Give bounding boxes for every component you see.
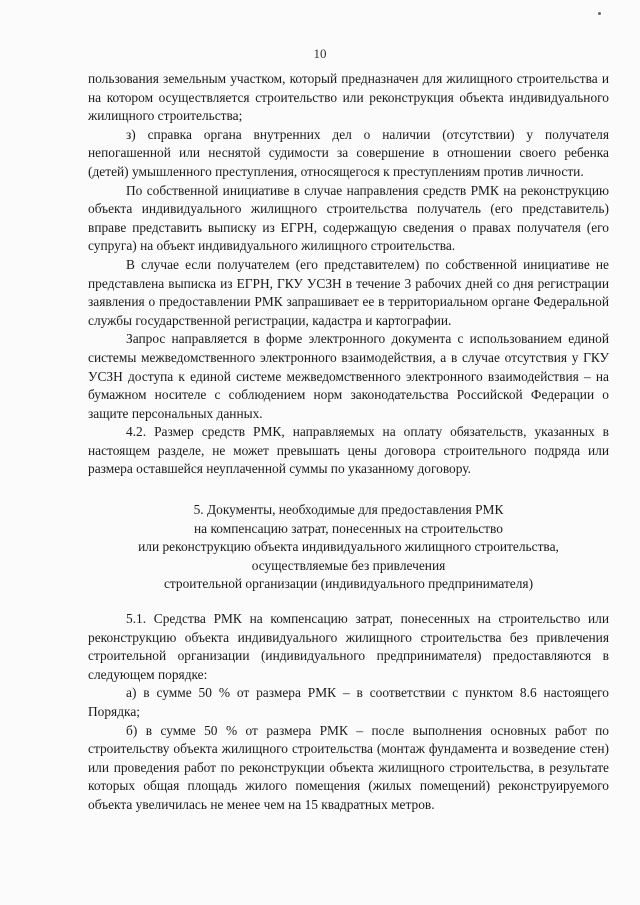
page-number: 10 [313,46,327,61]
paragraph-4-2: 4.2. Размер средств РМК, направляемых на оплату обязательств, указанных в настоящем разделе, не может превышать цены договора строительного подряда или размера оставшейся неуплаченной суммы по указанному договору. [88,424,609,477]
paragraph-electronic-request: Запрос направляется в форме электронного документа с использованием единой системы межведомственного электронного взаимодействия, а в случае отсутствия у ГКУ УСЗН доступа к единой системе межведомственного электронного взаимодействия – на бумажном носителе с соблюдением норм законодательства Российской Федерации о защите персональных данных. [88,331,609,421]
paragraph-request: В случае если получателем (его представителем) по собственной инициативе не представлена выписка из ЕГРН, ГКУ УСЗН в течение 3 рабочих дней со дня регистрации заявления о предоставлении РМК запрашивает ее в территориальном органе Федеральной службы государственной регистрации, кадастра и картографии. [88,256,609,328]
heading-line: или реконструкцию объекта индивидуального жилищного строительства, [138,539,559,555]
heading-line: 5. Документы, необходимые для предоставления РМК [193,502,504,518]
section-5-heading [88,501,609,594]
paragraph-continuation: пользования земельным участком, который предназначен для жилищного строительства и на котором осуществляется строительство или реконструкция объекта индивидуального жилищного строительства; [88,71,609,124]
paragraph-item-a: а) в сумме 50 % от размера РМК – в соответствии с пунктом 8.6 настоящего Порядка; [88,685,609,719]
heading-line: осуществляемые без привлечения [251,557,446,573]
scan-dot [598,12,601,15]
paragraph-item-b: б) в сумме 50 % от размера РМК – после выполнения основных работ по строительству объекта жилищного строительства (монтаж фундамента и возведение стен) или проведения работ по реконструкции объекта жилищного строительства, в результате которых общая площадь жилого помещения (жилых помещений) реконструируемого объекта увеличилась не менее чем на 15 квадратных метров. [88,722,609,812]
document-body [88,70,609,815]
heading-line: строительной организации (индивидуального предпринимателя) [163,576,534,592]
paragraph-5-1: 5.1. Средства РМК на компенсацию затрат, понесенных на строительство или реконструкцию объекта индивидуального жилищного строительства без привлечения строительной организации (индивидуального предпринимателя) предоставляются в следующем порядке: [88,611,609,682]
paragraph-initiative: По собственной инициативе в случае направления средств РМК на реконструкцию объекта индивидуального жилищного строительства получатель (его представитель) вправе представить выписку из ЕГРН, содержащую сведения о правах получателя (его супруга) на объект индивидуального жилищного строительства. [88,182,609,254]
paragraph-item-z: з) справка органа внутренних дел о наличии (отсутствии) у получателя непогашенной или неснятой судимости за совершение в отношении своего ребенка (детей) умышленного преступления, относящегося к преступлениям против личности. [88,126,609,179]
heading-line: на компенсацию затрат, понесенных на строительство [194,520,503,536]
